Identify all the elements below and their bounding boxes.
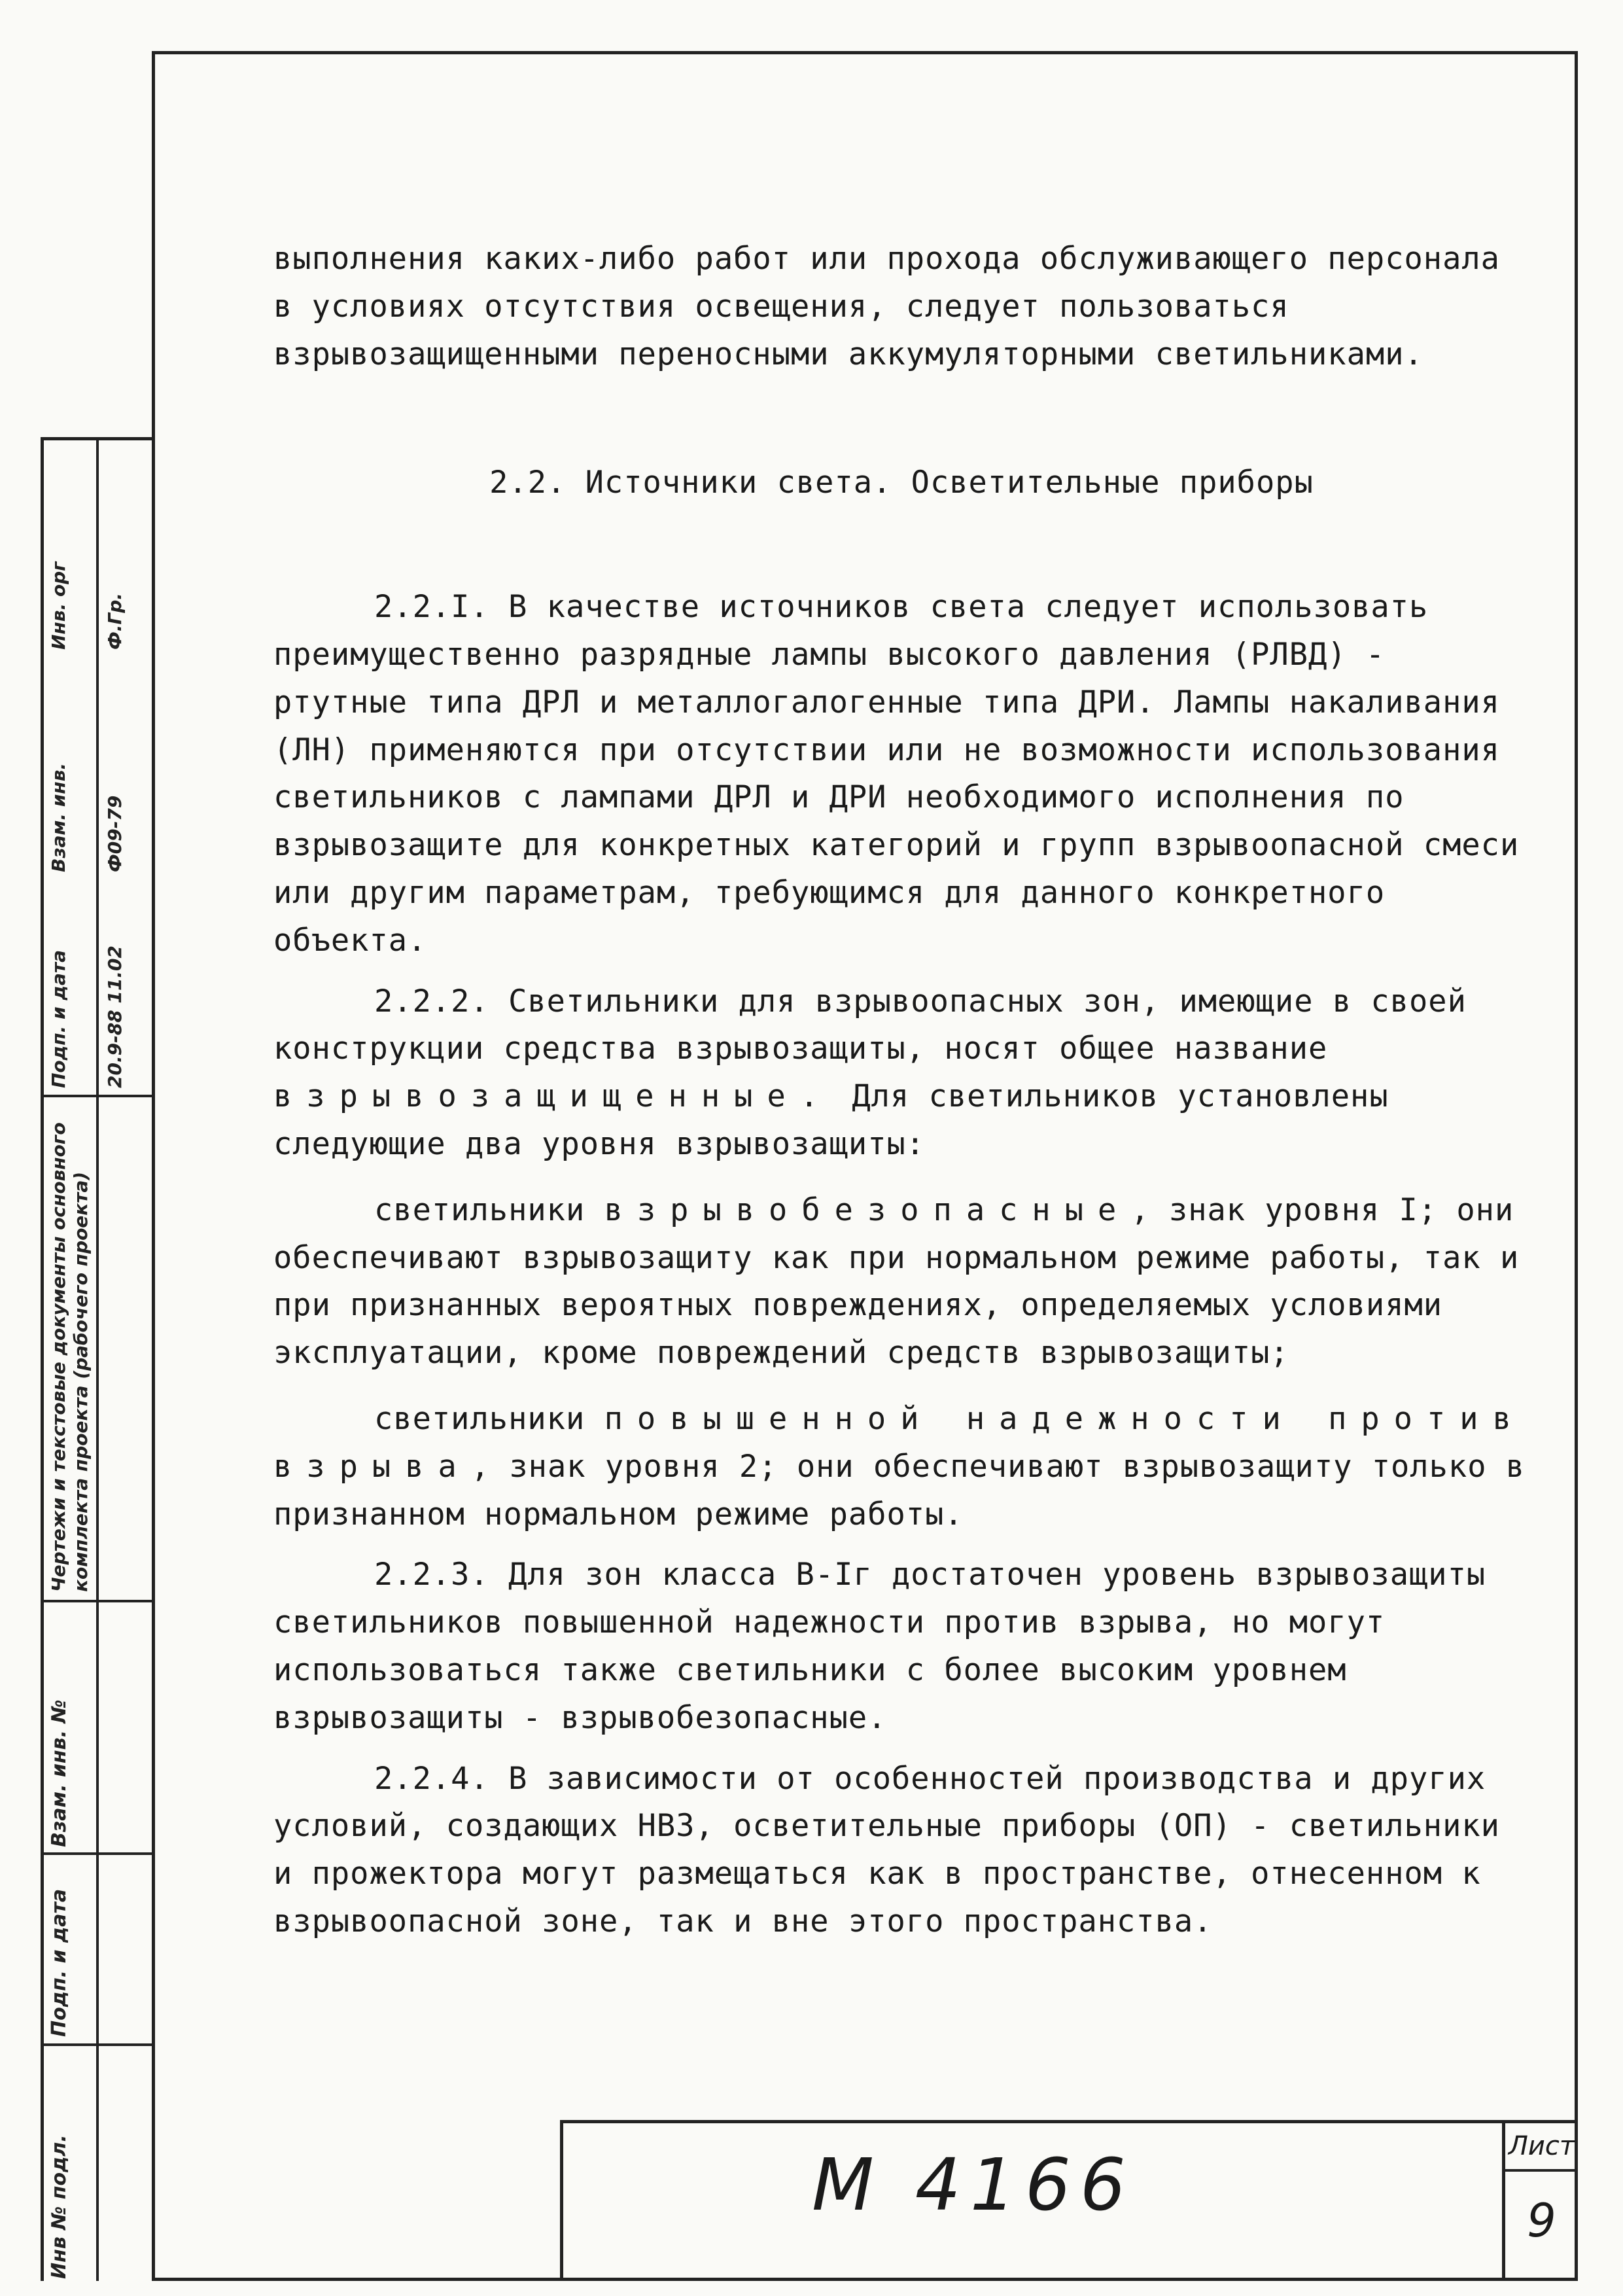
sheet-cell [1502, 2123, 1578, 2281]
margin-stamp [41, 437, 152, 2281]
paragraph-level-2: светильники повышенной надежности против взрыва, знак уровня 2; они обеспечивают взрывозащиту только в признанном нормальном режиме работы. [273, 1400, 1526, 1532]
paragraph-2-2-2: 2.2.2. Светильники для взрывоопасных зон, имеющие в своей конструкции средства взрывозащиты, носят общее название взрывозащищенные. Для светильников установлены следующие два уровня взрывозащиты: [273, 983, 1467, 1162]
paragraph-2-2-3: 2.2.3. Для зон класса В-Iг достаточен уровень взрывозащиты светильников повышенной надежности против взрыва, но могут использоваться также светильники с более высоким уровнем взрывозащиты - взрывобезопасные. [273, 1557, 1486, 1736]
sheet-number: 9 [1527, 2194, 1556, 2248]
spaced-term: взрывозащищенные. [273, 1078, 833, 1115]
paragraph-2-2-4: 2.2.4. В зависимости от особенностей производства и других условий, создающих НВЗ, осветительные приборы (ОП) - светильники и прожектора могут размещаться как в пространстве, отнесенном к взрывоопасной зоне, так и вне этого пространства. [273, 1760, 1500, 1939]
document-body [273, 236, 1529, 1946]
spaced-term: взрывобезопасные [604, 1192, 1131, 1228]
stamp-date-value: 20.9-88 11.02 [104, 945, 126, 1088]
spaced-term: повышенной надежности против взрыва [273, 1400, 1526, 1485]
stamp-sign-date-2: Подп. и дата [48, 949, 69, 1088]
stamp-inv-orig-2: Инв. орг [48, 561, 69, 650]
stamp-inv-orig: Инв № подл. [48, 2134, 71, 2279]
stamp-divider [44, 1852, 152, 1855]
paragraph-level-1: светильники взрывобезопасные, знак уровня I; они обеспечивают взрывозащиту как при нормальном режиме работы, так и при признанных вероятных повреждениях, определяемых условиями эксплуатации, кроме повреждений средств взрывозащиты; [273, 1192, 1520, 1371]
stamp-replace-inv: Взам. инв. № [48, 1699, 71, 1847]
stamp-vzam-value: Ф09-79 [104, 795, 126, 872]
stamp-divider [44, 1095, 152, 1097]
stamp-divider [44, 2043, 152, 2046]
stamp-sign-date: Подп. и дата [48, 1888, 71, 2037]
sheet-label: Лист [1505, 2123, 1578, 2172]
stamp-divider [44, 1600, 152, 1602]
stamp-signature: Ф.Гр. [104, 593, 126, 650]
paragraph-2-2-1: 2.2.I. В качестве источников света следует использовать преимущественно разрядные лампы высокого давления (РЛВД) - ртутные типа ДРЛ и металлогалогенные типа ДРИ. Лампы накаливания (ЛН) применяются при отсутствии или не возможности использования светильников с лампами ДРЛ и ДРИ необходимого исполнения по взрывозащите для конкретных категорий и групп взрывоопасной смеси или другим параметрам, требующимся для данного конкретного объекта. [273, 589, 1520, 959]
paragraph-continuation: выполнения каких-либо работ или прохода обслуживающего персонала в условиях отсутствия освещения, следует пользоваться взрывозащищенными переносными аккумуляторными светильниками. [273, 241, 1500, 372]
title-block [560, 2120, 1578, 2281]
document-number: М 4166 [812, 2143, 1135, 2227]
stamp-vzam-inv: Взам. инв. [48, 762, 69, 872]
stamp-divider [96, 440, 99, 2281]
stamp-drawings: Чертежи и текстовые документы основного комплекта проекта (рабочего проекта) [48, 1122, 92, 1592]
section-heading: 2.2. Источники света. Осветительные приборы [489, 465, 1314, 501]
